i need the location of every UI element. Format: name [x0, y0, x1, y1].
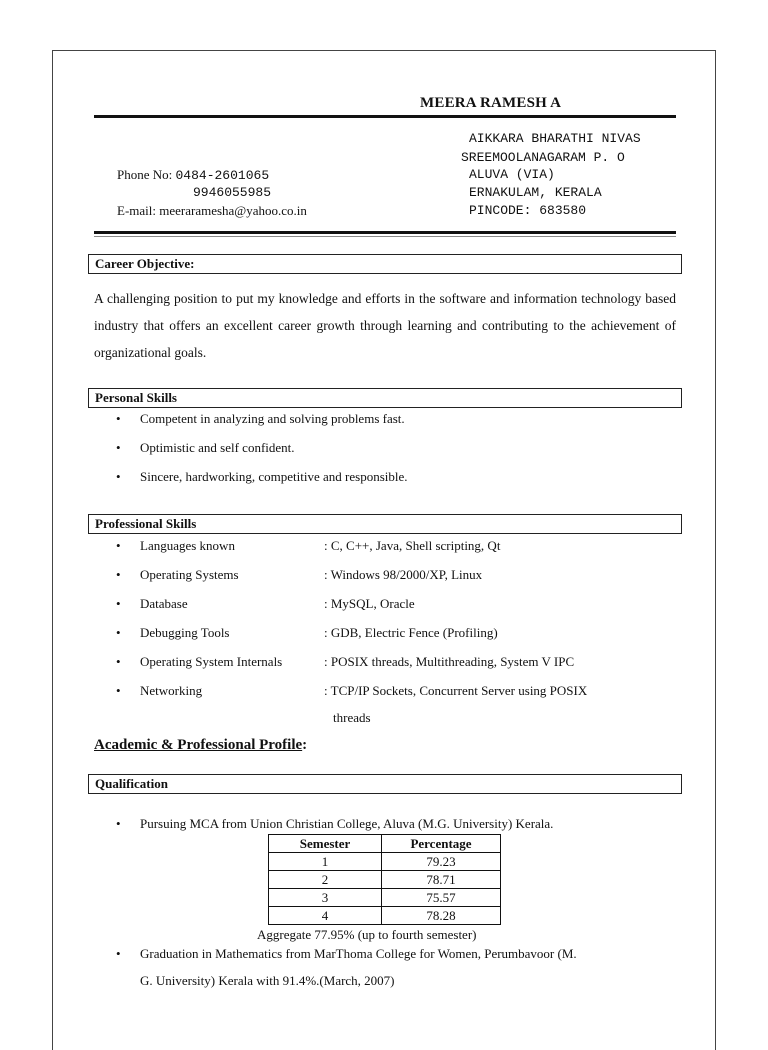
- academic-profile-colon: :: [302, 737, 308, 753]
- graduation-text-line-2: G. University) Kerala with 91.4%.(March, 2007): [140, 973, 395, 988]
- candidate-name: MEERA RAMESH A: [420, 95, 562, 111]
- address-line-3: ALUVA (VIA): [469, 167, 555, 182]
- skill-label-debugging: Debugging Tools: [140, 625, 230, 640]
- bullet: •: [116, 654, 121, 669]
- semester-table: [268, 834, 501, 925]
- academic-profile-title: Academic & Professional Profile: [94, 737, 303, 753]
- personal-skill-item: [116, 440, 295, 456]
- bullet: •: [116, 567, 121, 582]
- skill-label-os-internals: Operating System Internals: [140, 654, 283, 669]
- table-row: [269, 907, 501, 925]
- semester-column-header: Semester: [269, 835, 382, 853]
- career-objective-text: A challenging position to put my knowledge and efforts in the software and information technology based industry that offers an excellent career growth through learning and contributing to the achievement of organizational goals.: [94, 291, 676, 360]
- phone-line: [117, 167, 269, 183]
- semester-cell: 4: [269, 907, 382, 925]
- qualification-item-graduation: [116, 946, 577, 962]
- table-row: [269, 871, 501, 889]
- address-line-4: ERNAKULAM, KERALA: [469, 185, 602, 200]
- address-line-1: AIKKARA BHARATHI NIVAS: [469, 131, 641, 146]
- graduation-text-line-1: Graduation in Mathematics from MarThoma College for Women, Perumbavoor (M.: [140, 946, 577, 961]
- header-rule-bottom: [94, 231, 676, 234]
- personal-skill-text: Sincere, hardworking, competitive and responsible.: [140, 469, 408, 484]
- semester-cell: 1: [269, 853, 382, 871]
- academic-profile-heading: [94, 737, 307, 754]
- table-row: [269, 889, 501, 907]
- table-row: [269, 853, 501, 871]
- personal-skill-text: Optimistic and self confident.: [140, 440, 295, 455]
- skill-value-networking-cont: threads: [333, 710, 371, 725]
- personal-skill-text: Competent in analyzing and solving problems fast.: [140, 411, 405, 426]
- percentage-cell: 78.28: [382, 907, 501, 925]
- personal-skill-item: [116, 411, 405, 427]
- professional-skills-heading: Professional Skills: [88, 514, 682, 534]
- career-objective-heading: Career Objective:: [88, 254, 682, 274]
- bullet: •: [116, 538, 121, 553]
- skill-value-networking: : TCP/IP Sockets, Concurrent Server using POSIX: [324, 683, 588, 698]
- phone-number-2: 9946055985: [193, 185, 272, 200]
- skill-label-os: Operating Systems: [140, 567, 239, 582]
- percentage-column-header: Percentage: [382, 835, 501, 853]
- bullet: •: [116, 625, 121, 640]
- bullet: •: [116, 440, 121, 455]
- skill-value-os-internals: : POSIX threads, Multithreading, System V IPC: [324, 654, 575, 669]
- header-rule-top: [94, 115, 676, 118]
- mca-text: Pursuing MCA from Union Christian College, Aluva (M.G. University) Kerala.: [140, 816, 554, 831]
- skill-label-database: Database: [140, 596, 188, 611]
- skill-value-languages: : C, C++, Java, Shell scripting, Qt: [324, 538, 501, 553]
- qualification-item-mca: [116, 816, 553, 832]
- skill-value-debugging: : GDB, Electric Fence (Profiling): [324, 625, 498, 640]
- phone-label: Phone No:: [117, 167, 176, 182]
- personal-skill-item: [116, 469, 408, 485]
- table-header-row: [269, 835, 501, 853]
- bullet: •: [116, 411, 121, 426]
- percentage-cell: 78.71: [382, 871, 501, 889]
- bullet: •: [116, 596, 121, 611]
- percentage-cell: 75.57: [382, 889, 501, 907]
- personal-skills-heading: Personal Skills: [88, 388, 682, 408]
- bullet: •: [116, 816, 121, 831]
- semester-cell: 2: [269, 871, 382, 889]
- address-line-2: SREEMOOLANAGARAM P. O: [461, 150, 625, 165]
- skill-value-os: : Windows 98/2000/XP, Linux: [324, 567, 483, 582]
- bullet: •: [116, 683, 121, 698]
- email-line: E-mail: meeraramesha@yahoo.co.in: [117, 203, 307, 218]
- skill-label-networking: Networking: [140, 683, 203, 698]
- phone-number-1: 0484-2601065: [175, 168, 270, 183]
- bullet: •: [116, 469, 121, 484]
- skill-value-database: : MySQL, Oracle: [324, 596, 415, 611]
- bullet: •: [116, 946, 121, 961]
- skill-label-languages: Languages known: [140, 538, 235, 553]
- semester-cell: 3: [269, 889, 382, 907]
- percentage-cell: 79.23: [382, 853, 501, 871]
- qualification-heading: Qualification: [88, 774, 682, 794]
- aggregate-text: Aggregate 77.95% (up to fourth semester): [257, 927, 477, 942]
- address-line-5: PINCODE: 683580: [469, 203, 587, 218]
- header-rule-bottom-thin: [94, 236, 676, 237]
